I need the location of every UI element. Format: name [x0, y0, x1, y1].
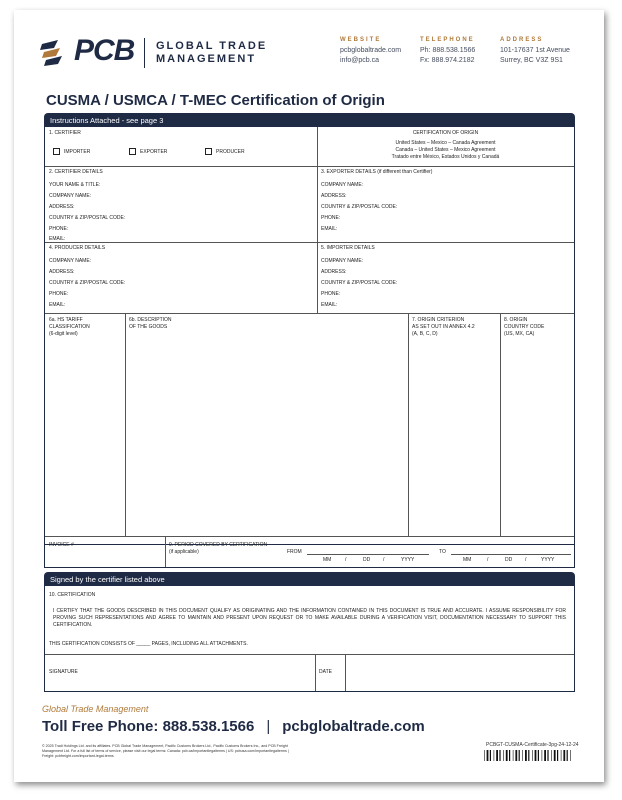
page-title: CUSMA / USMCA / T-MEC Certification of Origin [46, 92, 385, 109]
col-6a-header-1: 6a. HS TARIFF [49, 317, 83, 323]
date-field[interactable]: DATE [319, 669, 332, 675]
producer-country-field[interactable]: COUNTRY & ZIP/POSTAL CODE: [49, 280, 126, 286]
certifier-details-label: 2. CERTIFIER DETAILS [49, 169, 103, 175]
section-bar-signed-text: Signed by the certifier listed above [50, 575, 165, 584]
certifier-company-field[interactable]: COMPANY NAME: [49, 193, 92, 199]
importer-details-label: 5. IMPORTER DETAILS [321, 245, 375, 251]
certification-statement: I CERTIFY THAT THE GOODS DESCRIBED IN THIS DOCUMENT QUALIFY AS ORIGINATING AND THE INFORMATION CONTAINED IN THIS DOCUMENT IS TRUE AND ACCURATE. I ASSUME RESPONSIBILITY FOR PROVING SUCH REPRESENTATIONS AND AGREE TO MAINTAIN AND PRESENT UPON REQUEST OR TO MAKE AVAILABLE DURING A VERIFICATION VISIT, DOCUMENTATION NECESSARY TO SUPPORT THIS CERTIFICATION. [53, 608, 566, 628]
to-mm: MM [463, 557, 472, 563]
address-line1: 101-17637 1st Avenue [500, 47, 570, 54]
period-to-line[interactable] [451, 554, 571, 555]
period-label-2: (if applicable) [169, 549, 199, 555]
form-page [14, 10, 604, 782]
col-8-header-1: 8. ORIGIN [504, 317, 528, 323]
cert-origin-line2: Canada – United States – Mexico Agreement [395, 147, 496, 153]
section-bar-signed [44, 572, 575, 586]
col-6b-header-2: OF THE GOODS [129, 324, 168, 330]
exporter-country-field[interactable]: COUNTRY & ZIP/POSTAL CODE: [321, 204, 398, 210]
exporter-address-field[interactable]: ADDRESS: [321, 193, 347, 199]
address-label: ADDRESS [500, 37, 544, 43]
importer-address-field[interactable]: ADDRESS: [321, 269, 347, 275]
exporter-email-field[interactable]: EMAIL: [321, 226, 338, 232]
to-dd: DD [505, 557, 513, 563]
form-code: PCBGT-CUSMA-Certificate-3pg-24-12-24 [486, 742, 579, 748]
footer-pipe: | [266, 718, 271, 735]
col-6b-header-1: 6b. DESCRIPTION [129, 317, 172, 323]
telephone-label: TELEPHONE [420, 37, 475, 43]
from-slash-1: / [345, 557, 347, 563]
importer-company-field[interactable]: COMPANY NAME: [321, 258, 364, 264]
certifier-email-field[interactable]: EMAIL: [49, 236, 66, 242]
from-slash-2: / [383, 557, 385, 563]
website-label: WEBSITE [340, 37, 382, 43]
col-8-header-3: (US, MX, CA) [504, 331, 535, 337]
importer-phone-field[interactable]: PHONE: [321, 291, 341, 297]
invoice-field[interactable]: INVOICE # [49, 542, 74, 548]
legal-line2: Management Ltd. For a full list of terms of service, please visit our legal terms: Canada: pcb.ca/importantlegalterms | US: pcbusa.com/importantlegalterms | [42, 749, 289, 753]
to-slash-2: / [525, 557, 527, 563]
website-link[interactable]: pcbglobaltrade.com [340, 47, 402, 54]
certification-label: 10. CERTIFICATION [49, 592, 96, 598]
period-from-label: FROM [287, 549, 302, 555]
pcb-logo-icon [40, 38, 70, 73]
period-to-label: TO [439, 549, 446, 555]
footer-site-link[interactable]: pcbglobaltrade.com [282, 718, 425, 735]
certifier-country-field[interactable]: COUNTRY & ZIP/POSTAL CODE: [49, 215, 126, 221]
section-bar-text: Instructions Attached - see page 3 [50, 116, 164, 125]
cert-origin-label: CERTIFICATION OF ORIGIN [412, 130, 479, 136]
certifier-name-field[interactable]: YOUR NAME & TITLE: [49, 182, 101, 188]
from-mm: MM [323, 557, 332, 563]
barcode-icon [484, 750, 572, 761]
fax-number: Fx: 888.974.2182 [420, 57, 475, 64]
producer-email-field[interactable]: EMAIL: [49, 302, 66, 308]
legal-line1: © 2025 Tradi Holdings Ltd. and its affiliates. PCB Global Trade Management, Pacific Customs Brokers Ltd., Pacific Customs Brokers Inc., and PCB Freight [42, 744, 288, 748]
importer-checkbox[interactable]: IMPORTER [53, 148, 90, 155]
certification-frame [44, 586, 575, 692]
email-link[interactable]: info@pcb.ca [340, 57, 380, 64]
signature-field[interactable]: SIGNATURE [49, 669, 78, 675]
main-form-frame [44, 127, 575, 545]
from-dd: DD [363, 557, 371, 563]
importer-email-field[interactable]: EMAIL: [321, 302, 338, 308]
producer-company-field[interactable]: COMPANY NAME: [49, 258, 92, 264]
period-from-line[interactable] [307, 554, 429, 555]
phone-number: Ph: 888.538.1566 [420, 47, 476, 54]
brand-sub-line2: MANAGEMENT [156, 53, 257, 65]
exporter-company-field[interactable]: COMPANY NAME: [321, 182, 364, 188]
to-slash-1: / [487, 557, 489, 563]
col-6a-header-2: CLASSIFICATION [49, 324, 90, 330]
certifier-address-field[interactable]: ADDRESS: [49, 204, 75, 210]
certification-pages[interactable]: THIS CERTIFICATION CONSISTS OF _____ PAGES, INCLUDING ALL ATTACHMENTS. [49, 641, 248, 647]
col-7-header-1: 7. ORIGIN CRITERION [412, 317, 465, 323]
col-6a-header-3: (6-digit level) [49, 331, 78, 337]
cert-origin-line1: United States – Mexico – Canada Agreement [395, 140, 496, 146]
col-7-header-3: (A, B, C, D) [412, 331, 438, 337]
producer-checkbox[interactable]: PRODUCER [205, 148, 245, 155]
footer-tagline: Global Trade Management [42, 704, 149, 714]
col-7-header-2: AS SET OUT IN ANNEX 4.2 [412, 324, 475, 330]
period-label-1: 9. PERIOD COVERED BY CERTIFICATION [169, 542, 268, 548]
importer-country-field[interactable]: COUNTRY & ZIP/POSTAL CODE: [321, 280, 398, 286]
brand-name: PCB [74, 34, 135, 67]
col-8-header-2: COUNTRY CODE [504, 324, 545, 330]
producer-phone-field[interactable]: PHONE: [49, 291, 69, 297]
cert-origin-line3: Tratado entre México, Estados Unidos y Canadá [391, 154, 500, 160]
legal-text [42, 744, 392, 759]
invoice-period-row [44, 536, 575, 568]
producer-details-label: 4. PRODUCER DETAILS [49, 245, 106, 251]
legal-line3: Freight: pcbfreight.com/important-legal-terms [42, 754, 114, 758]
to-yyyy: YYYY [541, 557, 555, 563]
section-bar-instructions [44, 113, 575, 127]
producer-address-field[interactable]: ADDRESS: [49, 269, 75, 275]
logo-divider [144, 38, 145, 68]
exporter-details-label: 3. EXPORTER DETAILS (if different than Certifier) [321, 169, 433, 175]
exporter-checkbox[interactable]: EXPORTER [129, 148, 167, 155]
certifier-label: 1. CERTIFIER [49, 130, 81, 136]
footer-phone: Toll Free Phone: 888.538.1566 [42, 718, 255, 735]
exporter-phone-field[interactable]: PHONE: [321, 215, 341, 221]
brand-sub-line1: GLOBAL TRADE [156, 40, 268, 52]
from-yyyy: YYYY [401, 557, 415, 563]
address-line2: Surrey, BC V3Z 9S1 [500, 57, 563, 64]
certifier-phone-field[interactable]: PHONE: [49, 226, 69, 232]
footer-contact [42, 718, 425, 735]
